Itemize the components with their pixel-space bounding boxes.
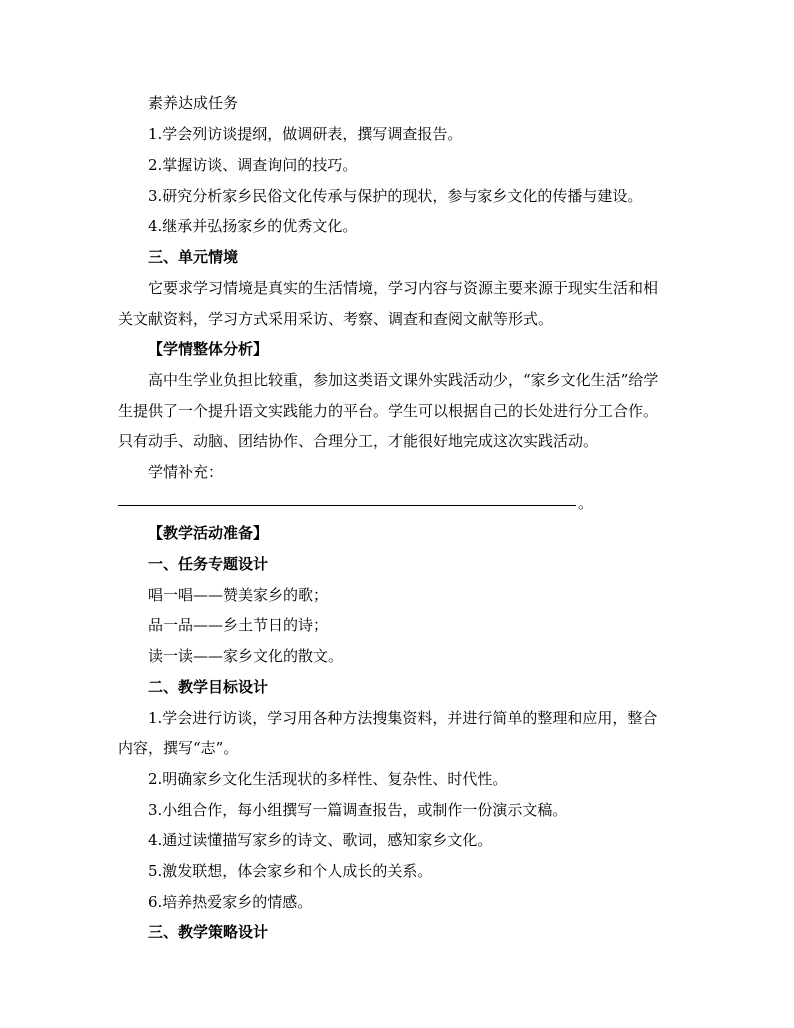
- topic-item-1: 唱一唱——赞美家乡的歌；: [148, 586, 329, 604]
- analysis-paragraph-line-1: 高中生学业负担比较重，参加这类语文课外实践活动少，“家乡文化生活”给学: [148, 371, 659, 389]
- competency-item-3: 3.研究分析家乡民俗文化传承与保护的现状，参与家乡文化的传播与建设。: [148, 187, 643, 205]
- analysis-paragraph-line-3: 只有动手、动脑、团结协作、合理分工，才能很好地完成这次实践活动。: [118, 432, 599, 450]
- goal-item-3: 3.小组合作，每小组撰写一篇调查报告，或制作一份演示文稿。: [148, 801, 568, 819]
- goal-item-4: 4.通过读懂描写家乡的诗文、歌词，感知家乡文化。: [148, 831, 493, 849]
- supplement-blank-underline: [118, 505, 576, 506]
- supplement-label: 学情补充：: [148, 463, 224, 481]
- topic-item-3: 读一读——家乡文化的散文。: [148, 647, 344, 665]
- goal-item-1-line-1: 1.学会进行访谈，学习用各种方法搜集资料，并进行简单的整理和应用，整合: [148, 709, 658, 727]
- strategy-design-heading: 三、教学策略设计: [148, 923, 269, 941]
- topic-item-2: 品一品——乡土节日的诗；: [148, 616, 329, 634]
- competency-item-2: 2.掌握访谈、调查询问的技巧。: [148, 156, 358, 174]
- goal-item-5: 5.激发联想，体会家乡和个人成长的关系。: [148, 862, 433, 880]
- supplement-blank-field[interactable]: [118, 492, 598, 514]
- context-paragraph-line-1: 它要求学习情境是真实的生活情境，学习内容与资源主要来源于现实生活和相: [148, 279, 659, 297]
- context-paragraph-line-2: 关文献资料，学习方式采用采访、考察、调查和查阅文献等形式。: [118, 310, 554, 328]
- topic-design-heading: 一、任务专题设计: [148, 555, 269, 573]
- goal-item-6: 6.培养热爱家乡的情感。: [148, 893, 313, 911]
- analysis-heading: 【学情整体分析】: [148, 340, 269, 358]
- competency-item-4: 4.继承并弘扬家乡的优秀文化。: [148, 217, 358, 235]
- goal-item-1-line-2: 内容，撰写“志”。: [118, 739, 239, 757]
- competency-heading: 素养达成任务: [148, 94, 239, 112]
- preparation-heading: 【教学活动准备】: [148, 524, 269, 542]
- goal-design-heading: 二、教学目标设计: [148, 678, 269, 696]
- supplement-blank-period: 。: [578, 494, 594, 512]
- goal-item-2: 2.明确家乡文化生活现状的多样性、复杂性、时代性。: [148, 770, 508, 788]
- analysis-paragraph-line-2: 生提供了一个提升语文实践能力的平台。学生可以根据自己的长处进行分工合作。: [118, 402, 659, 420]
- context-heading: 三、单元情境: [148, 248, 239, 266]
- competency-item-1: 1.学会列访谈提纲，做调研表，撰写调查报告。: [148, 125, 463, 143]
